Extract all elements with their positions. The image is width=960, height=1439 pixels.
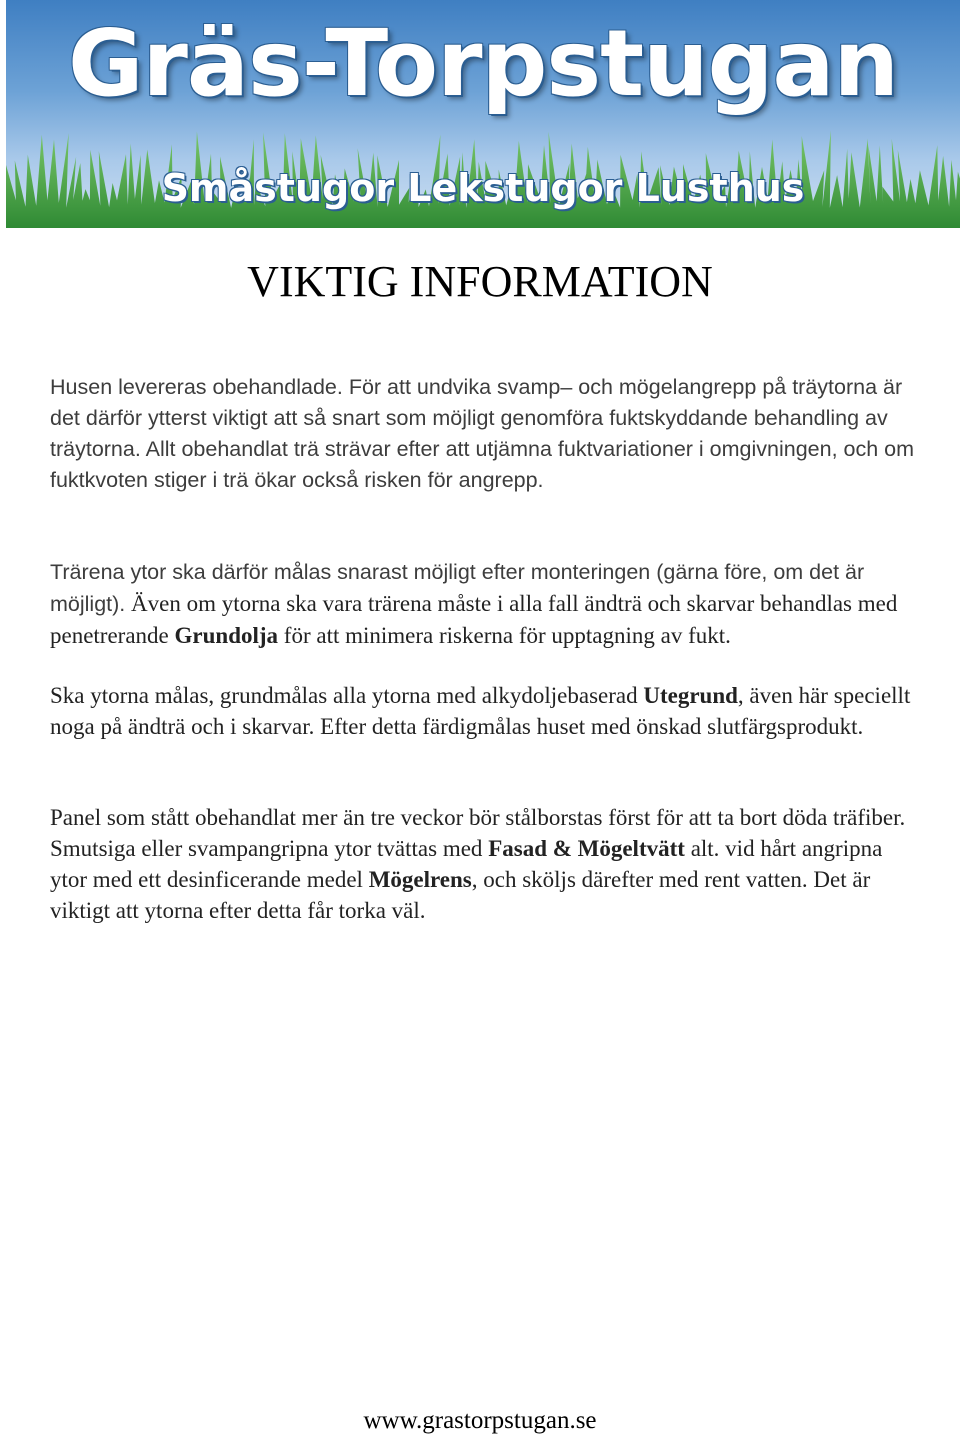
cleaning-paragraph bbox=[50, 802, 920, 926]
cleaning-text-3: , och sköljs därefter med rent vatten. Det är viktigt att ytorna efter detta får torka väl. bbox=[50, 867, 871, 923]
product-mogelrens: Mögelrens bbox=[368, 867, 472, 892]
painting-text bbox=[50, 680, 920, 742]
untreated-text-2: Även om ytorna ska vara trärena måste i alla fall ändträ och skarvar behandlas med penetrerande bbox=[50, 591, 898, 648]
footer-url[interactable]: www.grastorpstugan.se bbox=[363, 1407, 597, 1434]
product-fasad-mogeltvatt: Fasad & Mögeltvätt bbox=[488, 836, 685, 861]
intro-text: Husen levereras obehandlade. För att undvika svamp– och mögelangrepp på träytorna är det därför ytterst viktigt att så snart som möjligt genomföra fuktskyddande behandling av träytorna. Allt obehandlat trä strävar efter att utjämna fuktvariationer i omgivningen, och om fuktkvoten stiger i trä ökar också risken för angrepp. bbox=[50, 375, 915, 492]
product-grundolja: Grundolja bbox=[174, 623, 279, 648]
painting-text-2: , även här speciellt noga på ändträ och i skarvar. Efter detta färdigmålas huset med önskad slutfärgsprodukt. bbox=[50, 683, 911, 739]
untreated-text-3: för att minimera riskerna för upptagning av fukt. bbox=[278, 623, 731, 648]
painting-text-1: Ska ytorna målas, grundmålas alla ytorna med alkydoljebaserad bbox=[50, 683, 644, 708]
cleaning-text bbox=[50, 802, 920, 926]
page-title: VIKTIG INFORMATION bbox=[247, 257, 713, 306]
cleaning-text-2: alt. vid hårt angripna ytor med ett desinficerande medel bbox=[50, 836, 883, 892]
untreated-surfaces-text bbox=[50, 557, 920, 652]
logo-banner bbox=[6, 0, 960, 228]
logo-subtitle: Småstugor Lekstugor Lusthus bbox=[161, 166, 805, 210]
untreated-text-1: Trärena ytor ska därför målas snarast möjligt efter monteringen (gärna före, om det är möjligt). bbox=[50, 560, 865, 616]
cleaning-text-1: Panel som stått obehandlat mer än tre veckor bör stålborstas först för att ta bort döda träfiber. Smutsiga eller svampangripna ytor tvättas med bbox=[50, 805, 906, 861]
untreated-surfaces-paragraph bbox=[50, 557, 920, 652]
painting-paragraph bbox=[50, 680, 920, 742]
logo-title: Gräs-Torpstugan bbox=[67, 10, 899, 117]
intro-paragraph bbox=[50, 372, 920, 496]
product-utegrund: Utegrund bbox=[643, 683, 738, 708]
